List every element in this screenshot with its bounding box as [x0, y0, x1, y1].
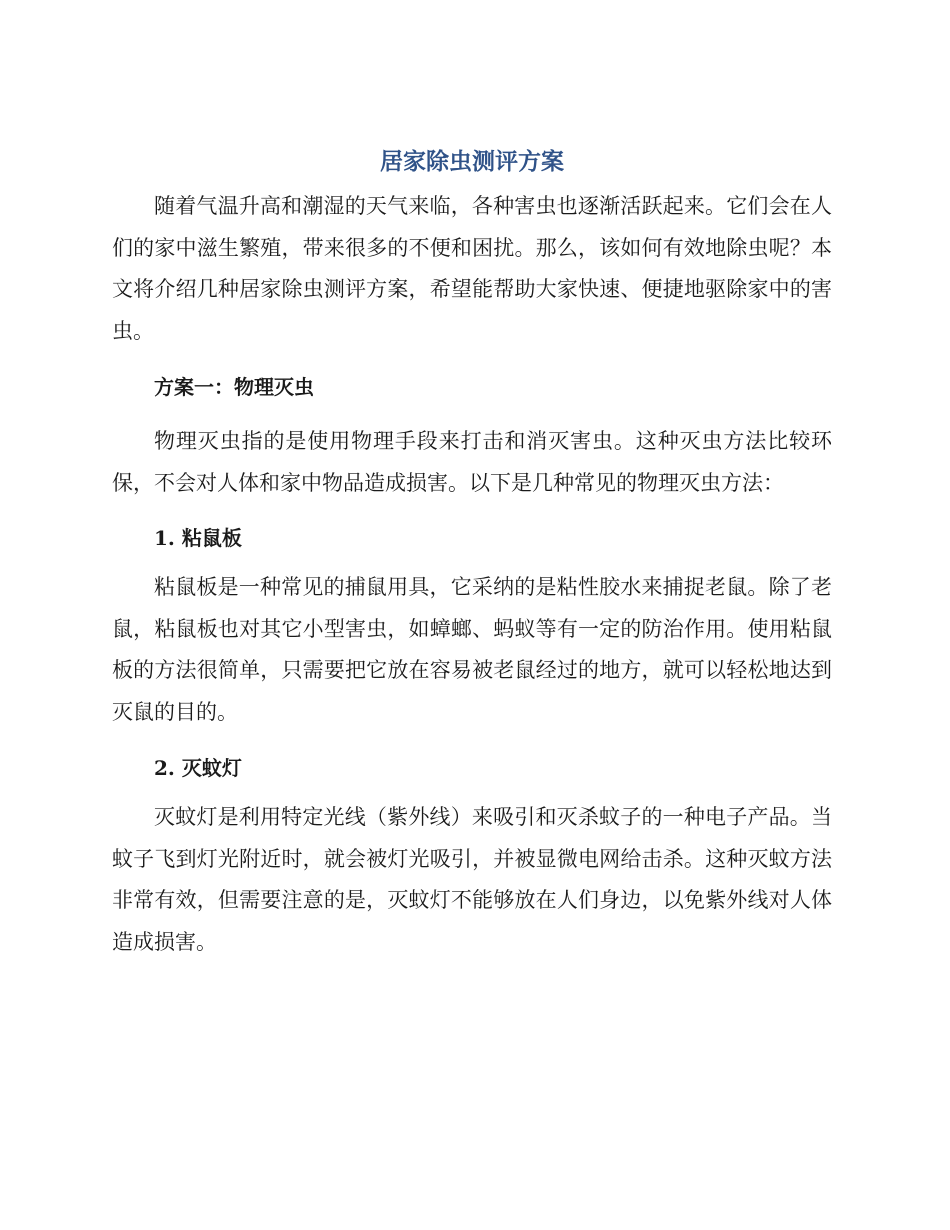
- document-page: [112, 140, 832, 963]
- document-title: 居家除虫测评方案: [380, 149, 564, 175]
- section-paragraph-physical: 物理灭虫指的是使用物理手段来打击和消灭害虫。这种灭虫方法比较环保，不会对人体和家中物品造成损害。以下是几种常见的物理灭虫方法：: [112, 429, 832, 495]
- item-paragraph-glue-board: 粘鼠板是一种常见的捕鼠用具，它采纳的是粘性胶水来捕捉老鼠。除了老鼠，粘鼠板也对其它小型害虫，如蟑螂、蚂蚁等有一定的防治作用。使用粘鼠板的方法很简单，只需要把它放在容易被老鼠经过的地方，就可以轻松地达到灭鼠的目的。: [112, 575, 832, 724]
- item-paragraph-mosquito-lamp: 灭蚊灯是利用特定光线（紫外线）来吸引和灭杀蚊子的一种电子产品。当蚊子飞到灯光附近时，就会被灯光吸引，并被显微电网给击杀。这种灭蚊方法非常有效，但需要注意的是，灭蚊灯不能够放在人们身边，以免紫外线对人体造成损害。: [112, 805, 832, 954]
- section-heading-physical: 方案一：物理灭虫: [154, 375, 314, 399]
- intro-paragraph: 随着气温升高和潮湿的天气来临，各种害虫也逐渐活跃起来。它们会在人们的家中滋生繁殖，带来很多的不便和困扰。那么，该如何有效地除虫呢？本文将介绍几种居家除虫测评方案，希望能帮助大家快速、便捷地驱除家中的害虫。: [112, 194, 832, 343]
- item-heading-mosquito-lamp: 2. 灭蚊灯: [154, 756, 242, 780]
- item-heading-glue-board: 1. 粘鼠板: [154, 526, 242, 550]
